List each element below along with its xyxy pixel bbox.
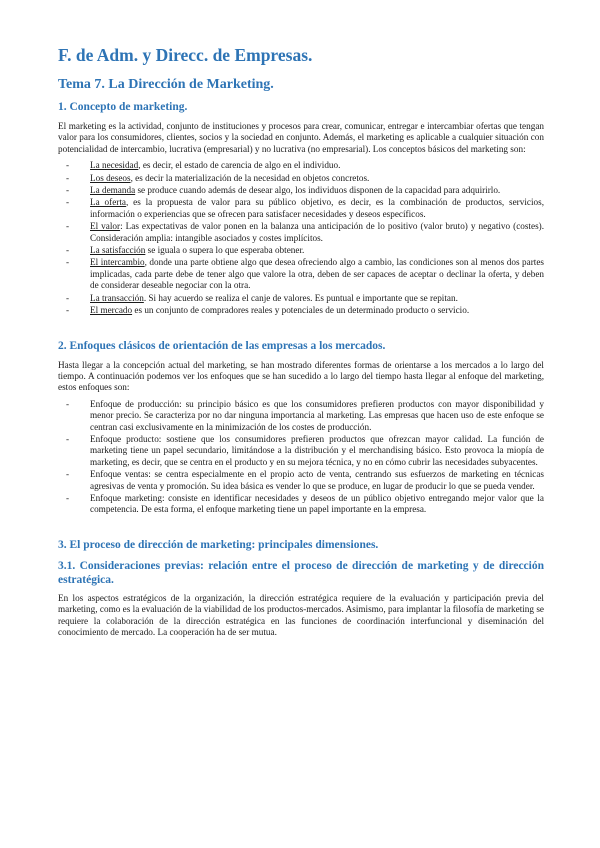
list-item-term: El mercado [90, 305, 133, 316]
section-3-heading: 3. El proceso de dirección de marketing: principales dimensiones. [58, 538, 379, 551]
list-item-text: se produce cuando además de desear algo, los individuos disponen de la capacidad para adquirirlo. [135, 185, 501, 196]
section-2-intro: Hasta llegar a la concepción actual del marketing, se han mostrado diferentes formas de orientarse a los mercados a lo largo del tiempo. A continuación podemos ver los enfoques que se han sucedido a lo largo del tiempo hasta llegar al enfoque del marketing, estos enfoques son: [58, 359, 544, 393]
list-item-text: , es decir la materialización de la necesidad en objetos concretos. [130, 172, 370, 183]
list-item-term: La satisfacción [90, 245, 146, 256]
document-title: F. de Adm. y Direcc. de Empresas. [58, 45, 313, 65]
list-item [90, 305, 544, 316]
section-spacer [58, 526, 544, 538]
list-item [90, 245, 544, 256]
list-item-term: El intercambio [90, 257, 145, 268]
list-item [90, 185, 544, 196]
list-item-text: . Si hay acuerdo se realiza el canje de valores. Es puntual e importante que se repitan. [143, 292, 458, 303]
list-item: - Enfoque marketing: consiste en identificar necesidades y deseos de un público objetivo entregando mejor valor que la competencia. De esta forma, el enfoque marketing tiene un papel importante en la empresa. [90, 493, 544, 516]
list-item [90, 293, 544, 304]
section-spacer [58, 327, 544, 339]
list-item [90, 221, 544, 244]
section-1-heading: 1. Concepto de marketing. [58, 101, 188, 113]
list-item-term: Los deseos [90, 172, 131, 183]
list-item-text: , es decir, el estado de carencia de algo en el individuo. [138, 160, 341, 171]
subsection-3-1-heading: 3.1. Consideraciones previas: relación entre el proceso de dirección de marketing y de dirección estratégica. [58, 559, 544, 586]
list-item-term: La demanda [90, 185, 136, 196]
list-item-text: : Las expectativas de valor ponen en la balanza una anticipación de lo positivo (valor bruto) y negativo (costes). Consideración amplia: intangible asociados y costes implícitos. [90, 221, 544, 243]
list-item-term: La necesidad [90, 160, 139, 171]
list-item: - Enfoque producto: sostiene que los consumidores prefieren productos que ofrezcan mayor calidad. La función de marketing tiene un papel secundario, limitándose a la distribución y el merchandising básico. Esto provoca la miopía de marketing, es decir, que se centra en el producto y en su mejora técnica, y no en cómo cubrir las necesidades subyacentes. [90, 434, 544, 468]
subsection-3-1-text: En los aspectos estratégicos de la organización, la dirección estratégica requiere de la evaluación y participación previa del marketing, como es la evaluación de la viabilidad de los productos-mercados. Asimismo, para implantar la filosofía de marketing se requiere la colaboración de la dirección estratégica en las funciones de coordinación interfuncional y diseminación del conocimiento de mercado. La cooperación ha de ser mutua. [58, 592, 544, 637]
section-2-heading: 2. Enfoques clásicos de orientación de las empresas a los mercados. [58, 339, 386, 352]
list-item-text: , donde una parte obtiene algo que desea ofreciendo algo a cambio, las condiciones son al menos dos partes implicadas, cada parte debe de tener algo que valore la otra, deben de ser capaces de aceptar o declinar la oferta, y deben de considerar deseable negociar con la otra. [90, 257, 544, 291]
list-item-term: El valor [90, 221, 121, 232]
list-item-text: se iguala o supera lo que esperaba obtener. [145, 245, 305, 256]
list-item: - Enfoque de producción: su principio básico es que los consumidores prefieren productos con mayor disponibilidad y menor precio. Se caracteriza por no dar ninguna importancia al marketing. Las empresas que hacen uso de este enfoque se centran casi exclusivamente en la minimización de los costes de producción. [90, 399, 544, 433]
topic-title: Tema 7. La Dirección de Marketing. [58, 77, 274, 92]
list-item-term: La oferta [90, 197, 126, 208]
section-1-intro: El marketing es la actividad, conjunto de instituciones y procesos para crear, comunicar, entregar e intercambiar ofertas que tengan valor para los consumidores, clientes, socios y la sociedad en conjunto. Además, el marketing es aplicable a cualquier situación con potencialidad de intercambio, lucrativa (empresarial) y no lucrativa (no empresarial). Los conceptos básicos del marketing son: [58, 121, 544, 154]
list-item [90, 197, 544, 220]
list-item [90, 160, 544, 171]
list-item-text: , es la propuesta de valor para su público objetivo, es decir, es la combinación de productos, servicios, información o experiencias que se ofrecen para satisfacer necesidades y deseos específicos. [90, 197, 544, 219]
list-item [90, 173, 544, 184]
approaches-list [58, 399, 544, 516]
concepts-list [58, 160, 544, 316]
list-item [90, 257, 544, 291]
list-item-term: La transacción [90, 292, 144, 303]
list-item: - Enfoque ventas: se centra especialmente en el propio acto de venta, centrando sus esfuerzos de marketing en técnicas agresivas de venta y promoción. Su idea básica es vender lo que se produce, en lugar de producir lo que se pueda vender. [90, 469, 544, 492]
list-item-text: es un conjunto de compradores reales y potenciales de un determinado producto o servicio. [132, 305, 470, 316]
